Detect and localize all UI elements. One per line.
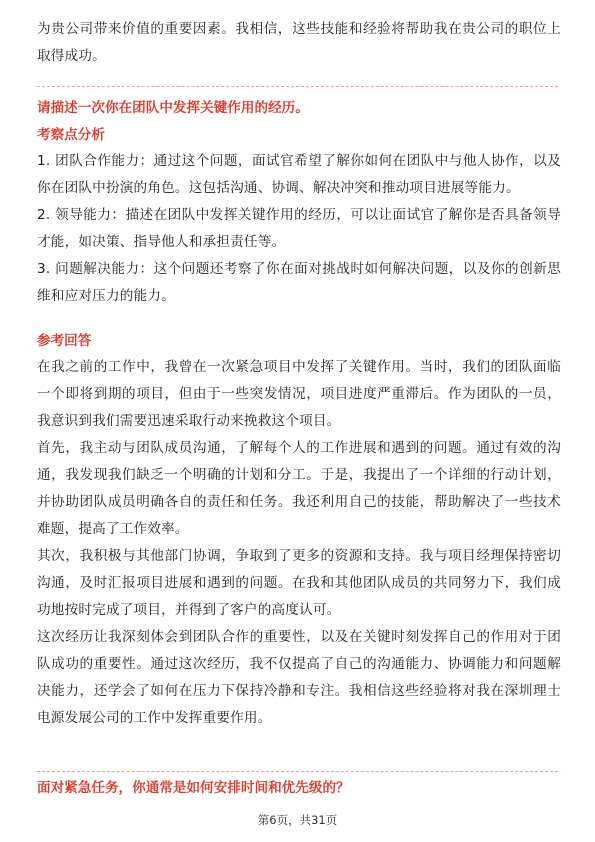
analysis-heading: 考察点分析 xyxy=(37,127,105,143)
answer-paragraph: 首先，我主动与团队成员沟通，了解每个人的工作进展和遇到的问题。通过有效的沟通，我发现我们缺乏一个明确的计划和分工。于是，我提出了一个详细的行动计划，并协助团队成员明确各自的责任和任务。我还利用自己的技能，帮助解决了一些技术难题，提高了工作效率。 xyxy=(37,440,561,537)
top-paragraph: 为贵公司带来价值的重要因素。我相信，这些技能和经验将帮助我在贵公司的职位上取得成功。 xyxy=(37,21,561,64)
answer-body xyxy=(37,354,561,732)
answer-paragraph: 在我之前的工作中，我曾在一次紧急项目中发挥了关键作用。当时，我们的团队面临一个即将到期的项目，但由于一些突发情况，项目进度严重滞后。作为团队的一员，我意识到我们需要迅速采取行动来挽救这个项目。 xyxy=(37,359,561,429)
analysis-point: 2. 领导能力：描述在团队中发挥关键作用的经历，可以让面试官了解你是否具备领导才能，如决策、指导他人和承担责任等。 xyxy=(37,207,561,250)
top-paragraph-block xyxy=(37,16,561,70)
section-divider xyxy=(37,771,558,772)
answer-paragraph: 其次，我积极与其他部门协调，争取到了更多的资源和支持。我与项目经理保持密切沟通，及时汇报项目进展和遇到的问题。在我和其他团队成员的共同努力下，我们成功地按时完成了项目，并得到了客户的高度认可。 xyxy=(37,548,561,618)
answer-heading: 参考回答 xyxy=(37,333,92,349)
question-block xyxy=(37,97,561,119)
analysis-point: 1. 团队合作能力：通过这个问题，面试官希望了解你如何在团队中与他人协作，以及你在团队中扮演的角色。这包括沟通、协调、解决冲突和推动项目进展等能力。 xyxy=(37,153,561,196)
analysis-heading-block xyxy=(37,124,561,146)
answer-heading-block xyxy=(37,330,561,352)
next-question-block xyxy=(37,777,561,799)
next-question-title: 面对紧急任务，你通常是如何安排时间和优先级的？ xyxy=(37,780,350,796)
page-footer: 第6页，共31页 xyxy=(257,813,338,827)
analysis-point: 3. 问题解决能力：这个问题还考察了你在面对挑战时如何解决问题，以及你的创新思维和应对压力的能力。 xyxy=(37,261,561,304)
answer-paragraph: 这次经历让我深刻体会到团队合作的重要性，以及在关键时刻发挥自己的作用对于团队成功的重要性。通过这次经历，我不仅提高了自己的沟通能力、协调能力和问题解决能力，还学会了如何在压力下保持冷静和专注。我相信这些经验将对我在深圳理士电源发展公司的工作中发挥重要作用。 xyxy=(37,629,561,726)
analysis-list xyxy=(37,148,561,310)
section-divider xyxy=(37,86,558,87)
question-title: 请描述一次你在团队中发挥关键作用的经历。 xyxy=(37,100,309,116)
